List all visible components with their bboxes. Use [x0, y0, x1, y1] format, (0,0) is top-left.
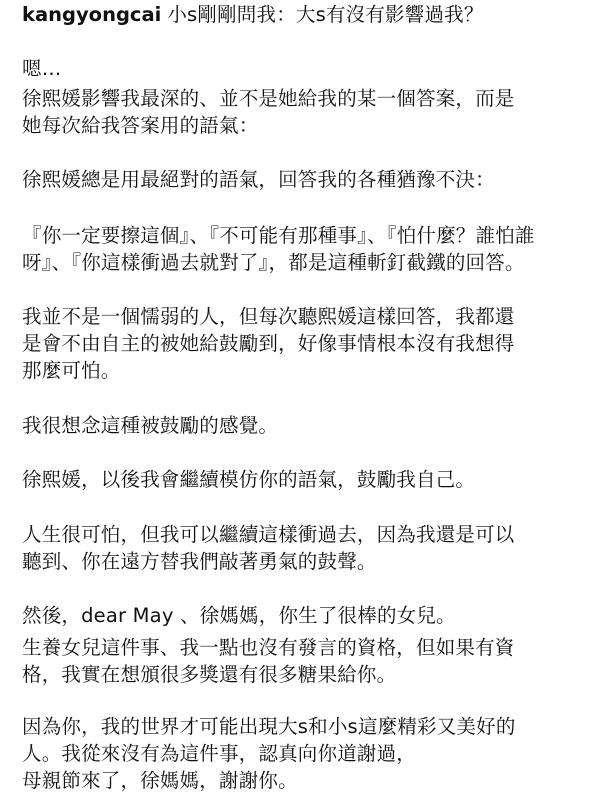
caption-line: 呀』、『你這樣衝過去就對了』，都是這種斬釘截鐵的回答。: [22, 251, 525, 274]
caption-line: 是會不由自主的被她給鼓勵到，好像事情根本沒有我想得: [22, 332, 515, 355]
caption-intro: 小s剛剛問我：大s有沒有影響過我？: [167, 3, 484, 26]
caption-line: 人生很可怕，但我可以繼續這樣衝過去，因為我還是可以: [22, 523, 515, 546]
caption-line: 她每次給我答案用的語氣：: [22, 114, 259, 137]
username-link[interactable]: kangyongcai: [22, 3, 162, 26]
caption-line: 『你一定要擦這個』、『不可能有那種事』、『怕什麼？誰怕誰: [22, 224, 535, 247]
caption-line: 徐熙媛影響我最深的、並不是她給我的某一個答案，而是: [22, 87, 515, 110]
caption-line: 人。我從來沒有為這件事，認真向你道謝過，: [22, 742, 417, 765]
caption-line: 我很想念這種被鼓勵的感覺。: [22, 414, 279, 437]
caption-line: 嗯…: [22, 57, 62, 80]
caption-line: 格，我實在想頒很多獎還有很多糖果給你。: [22, 663, 397, 686]
caption-line: 那麼可怕。: [22, 359, 121, 382]
caption-line: 生養女兒這件事、我一點也沒有發言的資格，但如果有資: [22, 636, 515, 659]
caption-line: 因為你，我的世界才可能出現大s和小s這麼精彩又美好的: [22, 715, 516, 738]
caption-line: 然後，dear May 、徐媽媽，你生了很棒的女兒。: [22, 604, 456, 627]
caption-line: 徐熙媛，以後我會繼續模仿你的語氣，鼓勵我自己。: [22, 468, 476, 491]
caption-line: 母親節來了，徐媽媽，謝謝你。: [22, 769, 298, 792]
caption-line: 聽到、你在遠方替我們敲著勇氣的鼓聲。: [22, 550, 377, 573]
caption-line: 徐熙媛總是用最絕對的語氣，回答我的各種猶豫不決：: [22, 168, 495, 191]
caption-header: [22, 2, 484, 28]
caption-line: 我並不是一個懦弱的人，但每次聽熙媛這樣回答，我都還: [22, 305, 515, 328]
